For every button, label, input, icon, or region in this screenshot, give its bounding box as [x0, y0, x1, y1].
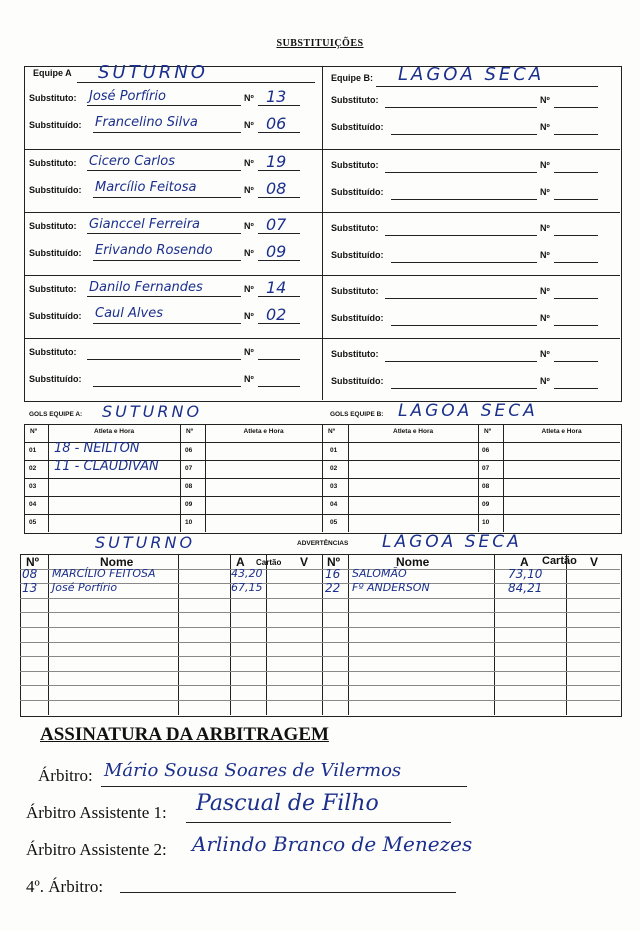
substituted-label: Substituído: [29, 311, 82, 321]
substitute-number-line [554, 172, 598, 173]
substituted-number-line [554, 388, 598, 389]
warnings-header-v: V [590, 555, 599, 569]
substitute-number-label: Nº [244, 284, 254, 294]
assistant-2-signature: Arlindo Branco de Menezes [192, 832, 473, 856]
warnings-header-a: A [520, 555, 529, 569]
team-b-label: Equipe B: [331, 73, 373, 83]
substituted-number-label: Nº [244, 311, 254, 321]
substituted-number: 06 [266, 114, 287, 133]
substitute-label: Substituto: [29, 347, 77, 357]
substituted-number-line [258, 386, 300, 387]
goals-row-number: 03 [330, 483, 338, 490]
substituted-line [93, 323, 241, 324]
warnings-header-name: Nome [100, 555, 134, 569]
substitute-line [385, 361, 537, 362]
substituted-label: Substituído: [331, 313, 384, 323]
substitute-number-line [554, 235, 598, 236]
goals-a-name: SUTURNO [102, 402, 203, 421]
goals-row-number: 06 [482, 447, 490, 454]
page-title: SUBSTITUIÇÕES [276, 38, 364, 49]
substitute-line [385, 235, 537, 236]
substituted-number: 09 [266, 242, 287, 261]
warnings-header-name: Nome [396, 555, 430, 569]
substituted-number-label: Nº [244, 120, 254, 130]
substitute-line [385, 298, 537, 299]
substitute-number-label: Nº [244, 347, 254, 357]
substitute-label: Substituto: [331, 349, 379, 359]
substitute-name: Gianccel Ferreira [89, 217, 201, 232]
referee-signature: Mário Sousa Soares de Vilermos [104, 760, 402, 781]
warnings-header-card: Cartão [542, 555, 577, 567]
warnings-col-divider [566, 554, 567, 715]
warnings-title: ADVERTÊNCIAS [297, 540, 349, 547]
substituted-line [391, 134, 537, 135]
substitute-line [385, 107, 537, 108]
warning-player-number: 22 [325, 581, 341, 595]
warning-time: 67,15 [231, 581, 263, 594]
goals-header-no: Nº [484, 428, 492, 435]
substitute-number-label: Nº [244, 221, 254, 231]
substituted-line [391, 199, 537, 200]
warnings-header-no: Nº [26, 555, 40, 569]
team-a-label: Equipe A [33, 68, 72, 78]
goals-header-athlete: Atleta e Hora [94, 428, 135, 435]
goals-header-athlete: Atleta e Hora [393, 428, 434, 435]
substitute-line [87, 233, 241, 234]
signature-title: ASSINATURA DA ARBITRAGEM [40, 724, 329, 745]
substitute-number-line [554, 107, 598, 108]
substitute-number: 19 [266, 152, 287, 171]
referee-line [101, 786, 467, 787]
substituted-name: Marcílio Feitosa [95, 180, 197, 195]
warnings-b-name: LAGOA SECA [382, 532, 522, 552]
warnings-col-divider [48, 554, 49, 715]
goals-athlete-entry: 11 - CLAUDIVAN [54, 459, 159, 474]
assistant-1-line [186, 822, 451, 823]
substituted-number-label: Nº [244, 248, 254, 258]
substituted-label: Substituído: [331, 187, 384, 197]
assistant-1-label: Árbitro Assistente 1: [26, 803, 167, 822]
substitute-label: Substituto: [331, 286, 379, 296]
goals-row-number: 03 [29, 483, 37, 490]
substitute-label: Substituto: [331, 95, 379, 105]
goals-row-number: 10 [185, 519, 193, 526]
warning-time: 84,21 [508, 581, 543, 595]
substitute-number-line [258, 359, 300, 360]
warnings-header-card: Cartão [256, 558, 282, 567]
substitute-line [87, 105, 241, 106]
warning-time: 73,10 [508, 567, 543, 581]
warning-player-name: SALOMÃO [352, 567, 407, 580]
substituted-label: Substituído: [331, 376, 384, 386]
substituted-number-label: Nº [540, 250, 550, 260]
substitute-number: 13 [266, 87, 287, 106]
substituted-label: Substituído: [331, 122, 384, 132]
substitute-number-label: Nº [540, 223, 550, 233]
warning-player-name: MARCÍLIO FEITOSA [52, 567, 156, 580]
substituted-label: Substituído: [29, 248, 82, 258]
warnings-row-divider [20, 685, 620, 686]
substitute-number-label: Nº [244, 158, 254, 168]
substitute-number: 14 [266, 278, 287, 297]
warnings-header-a: A [236, 555, 245, 569]
substituted-number-label: Nº [540, 376, 550, 386]
substitute-label: Substituto: [331, 160, 379, 170]
substituted-number-line [554, 262, 598, 263]
goals-row-number: 01 [330, 447, 338, 454]
substitute-label: Substituto: [331, 223, 379, 233]
goals-row-number: 05 [330, 519, 338, 526]
warnings-header-v: V [300, 555, 309, 569]
substitute-number-label: Nº [540, 160, 550, 170]
goals-row-number: 08 [482, 483, 490, 490]
substituted-line [93, 197, 241, 198]
goals-row-number: 01 [29, 447, 37, 454]
goals-row-number: 09 [482, 501, 490, 508]
substituted-number-label: Nº [244, 374, 254, 384]
goals-header-no: Nº [186, 428, 194, 435]
substituted-line [93, 386, 241, 387]
substitute-name: Cicero Carlos [89, 154, 175, 169]
substituted-number-label: Nº [540, 122, 550, 132]
substituted-number-line [554, 199, 598, 200]
goals-a-label: GOLS EQUIPE A: [29, 411, 83, 418]
goals-row-number: 06 [185, 447, 193, 454]
pair-divider [24, 212, 620, 213]
substitute-number: 07 [266, 215, 287, 234]
fourth-referee-label: 4º. Árbitro: [26, 877, 104, 896]
warnings-col-divider [322, 554, 323, 715]
substitute-label: Substituto: [29, 221, 77, 231]
warnings-row-divider [20, 656, 620, 657]
substitute-label: Substituto: [29, 158, 77, 168]
warnings-row-divider [20, 612, 620, 613]
goals-row-number: 07 [185, 465, 193, 472]
substituted-line [391, 262, 537, 263]
substituted-number-label: Nº [540, 187, 550, 197]
substituted-number: 02 [266, 305, 287, 324]
substitute-line [385, 172, 537, 173]
goals-header-no: Nº [328, 428, 336, 435]
warnings-row-divider [20, 671, 620, 672]
substituted-line [93, 260, 241, 261]
goals-row-divider [24, 478, 620, 479]
substituted-name: Francelino Silva [95, 115, 198, 130]
substituted-label: Substituído: [29, 185, 82, 195]
goals-row-number: 04 [29, 501, 37, 508]
substitute-number-label: Nº [540, 95, 550, 105]
pair-divider [24, 149, 620, 150]
substituted-number-line [554, 325, 598, 326]
team-a-name: SUTURNO [98, 62, 208, 83]
warnings-a-name: SUTURNO [95, 533, 196, 552]
substitute-name: José Porfírio [89, 89, 166, 104]
assistant-2-label: Árbitro Assistente 2: [26, 840, 167, 859]
goals-row-number: 05 [29, 519, 37, 526]
substitute-number-line [554, 361, 598, 362]
goals-row-number: 10 [482, 519, 490, 526]
substituted-line [93, 132, 241, 133]
warnings-row-divider [20, 700, 620, 701]
referee-label: Árbitro: [38, 766, 93, 785]
substituted-line [391, 325, 537, 326]
substitute-number-label: Nº [244, 93, 254, 103]
substitute-line [87, 296, 241, 297]
substitute-number-label: Nº [540, 286, 550, 296]
substituted-number-label: Nº [244, 185, 254, 195]
warnings-col-divider [178, 554, 179, 715]
substitute-name: Danilo Fernandes [89, 280, 203, 295]
warnings-header-no: Nº [327, 555, 341, 569]
column-divider [322, 66, 323, 400]
substituted-label: Substituído: [331, 250, 384, 260]
goals-row-number: 02 [29, 465, 37, 472]
substituted-name: Caul Alves [95, 306, 163, 321]
goals-row-number: 02 [330, 465, 338, 472]
substituted-label: Substituído: [29, 120, 82, 130]
substitute-line [87, 170, 241, 171]
warning-player-number: 13 [22, 581, 38, 595]
goals-header-athlete: Atleta e Hora [243, 428, 284, 435]
warnings-row-divider [20, 627, 620, 628]
pair-divider [24, 338, 620, 339]
substituted-line [391, 388, 537, 389]
team-b-line [376, 86, 598, 87]
substitute-number-label: Nº [540, 349, 550, 359]
goals-row-number: 04 [330, 501, 338, 508]
warnings-col-divider [266, 554, 267, 715]
warning-player-number: 08 [22, 567, 38, 581]
warning-player-number: 16 [325, 567, 341, 581]
goals-athlete-entry: 18 - NEILTON [54, 441, 140, 456]
goals-b-name: LAGOA SECA [398, 401, 538, 421]
fourth-referee-line [120, 892, 456, 893]
warning-time: 43,20 [231, 567, 263, 580]
goals-row-number: 09 [185, 501, 193, 508]
substitute-label: Substituto: [29, 93, 77, 103]
substitute-line [87, 359, 241, 360]
goals-header-no: Nº [30, 428, 38, 435]
warning-player-name: José Porfírio [52, 581, 118, 594]
substituted-number-label: Nº [540, 313, 550, 323]
warnings-row-divider [20, 642, 620, 643]
warnings-row-divider [20, 598, 620, 599]
warnings-col-divider [494, 554, 495, 715]
warning-player-name: Fº ANDERSON [352, 581, 430, 594]
goals-row-number: 08 [185, 483, 193, 490]
substituted-name: Erivando Rosendo [95, 243, 213, 258]
goals-header-athlete: Atleta e Hora [541, 428, 582, 435]
goals-row-divider [24, 514, 620, 515]
assistant-1-signature: Pascual de Filho [196, 791, 379, 816]
goals-row-divider [24, 496, 620, 497]
goals-b-label: GOLS EQUIPE B: [330, 411, 384, 418]
warnings-col-divider [348, 554, 349, 715]
substituted-number-line [554, 134, 598, 135]
pair-divider [24, 275, 620, 276]
substituted-label: Substituído: [29, 374, 82, 384]
team-b-name: LAGOA SECA [398, 64, 545, 85]
goals-row-number: 07 [482, 465, 490, 472]
substituted-number: 08 [266, 179, 287, 198]
substitute-label: Substituto: [29, 284, 77, 294]
substitute-number-line [554, 298, 598, 299]
